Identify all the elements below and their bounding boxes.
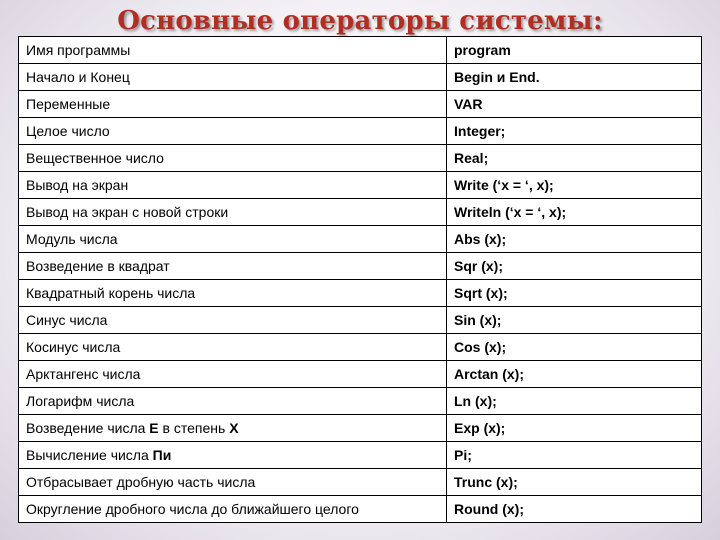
operator-cell: Writeln (‘x = ‘, x);	[447, 199, 702, 226]
table-row	[19, 496, 702, 523]
table-row	[19, 469, 702, 496]
description-cell: Отбрасывает дробную часть числа	[19, 469, 447, 496]
table-row	[19, 37, 702, 64]
operator-cell: VAR	[447, 91, 702, 118]
table-row	[19, 307, 702, 334]
description-cell: Имя программы	[19, 37, 447, 64]
operator-cell: Pi;	[447, 442, 702, 469]
operator-cell: Round (x);	[447, 496, 702, 523]
table-row	[19, 199, 702, 226]
table-row	[19, 361, 702, 388]
operator-cell: Sqr (x);	[447, 253, 702, 280]
operator-cell: Sqrt (x);	[447, 280, 702, 307]
description-cell: Синус числа	[19, 307, 447, 334]
operator-cell: Real;	[447, 145, 702, 172]
operator-cell: Trunc (x);	[447, 469, 702, 496]
table-row	[19, 334, 702, 361]
description-cell: Квадратный корень числа	[19, 280, 447, 307]
description-emphasis: Пи	[152, 447, 172, 463]
operator-cell: Sin (x);	[447, 307, 702, 334]
table-row	[19, 253, 702, 280]
operator-cell: Ln (x);	[447, 388, 702, 415]
table-row	[19, 145, 702, 172]
description-cell: Округление дробного числа до ближайшего целого	[19, 496, 447, 523]
description-cell: Целое число	[19, 118, 447, 145]
operator-cell: Write (‘x = ‘, x);	[447, 172, 702, 199]
description-cell: Арктангенс числа	[19, 361, 447, 388]
table-row	[19, 442, 702, 469]
operator-cell: Integer;	[447, 118, 702, 145]
slide-title: Основные операторы системы:	[117, 6, 603, 36]
description-cell: Модуль числа	[19, 226, 447, 253]
operators-table	[18, 36, 702, 523]
description-cell: Переменные	[19, 91, 447, 118]
operator-cell: program	[447, 37, 702, 64]
table-row	[19, 415, 702, 442]
table-row	[19, 388, 702, 415]
table-row	[19, 118, 702, 145]
description-text: Вычисление числа	[26, 447, 153, 463]
operator-cell: Cos (x);	[447, 334, 702, 361]
table-row	[19, 280, 702, 307]
description-emphasis: X	[229, 420, 239, 436]
table-row	[19, 172, 702, 199]
operator-cell: Begin и End.	[447, 64, 702, 91]
table-row	[19, 226, 702, 253]
table-row	[19, 91, 702, 118]
description-cell	[19, 442, 447, 469]
description-cell: Косинус числа	[19, 334, 447, 361]
description-emphasis: E	[149, 420, 159, 436]
operator-cell: Arctan (x);	[447, 361, 702, 388]
description-cell: Начало и Конец	[19, 64, 447, 91]
description-cell: Вывод на экран с новой строки	[19, 199, 447, 226]
description-text: в степень	[158, 420, 230, 436]
description-cell: Вещественное число	[19, 145, 447, 172]
description-cell: Вывод на экран	[19, 172, 447, 199]
description-cell	[19, 415, 447, 442]
operator-cell: Exp (x);	[447, 415, 702, 442]
table-row	[19, 64, 702, 91]
description-text: Возведение числа	[26, 420, 150, 436]
operator-cell: Abs (x);	[447, 226, 702, 253]
description-cell: Возведение в квадрат	[19, 253, 447, 280]
description-cell: Логарифм числа	[19, 388, 447, 415]
